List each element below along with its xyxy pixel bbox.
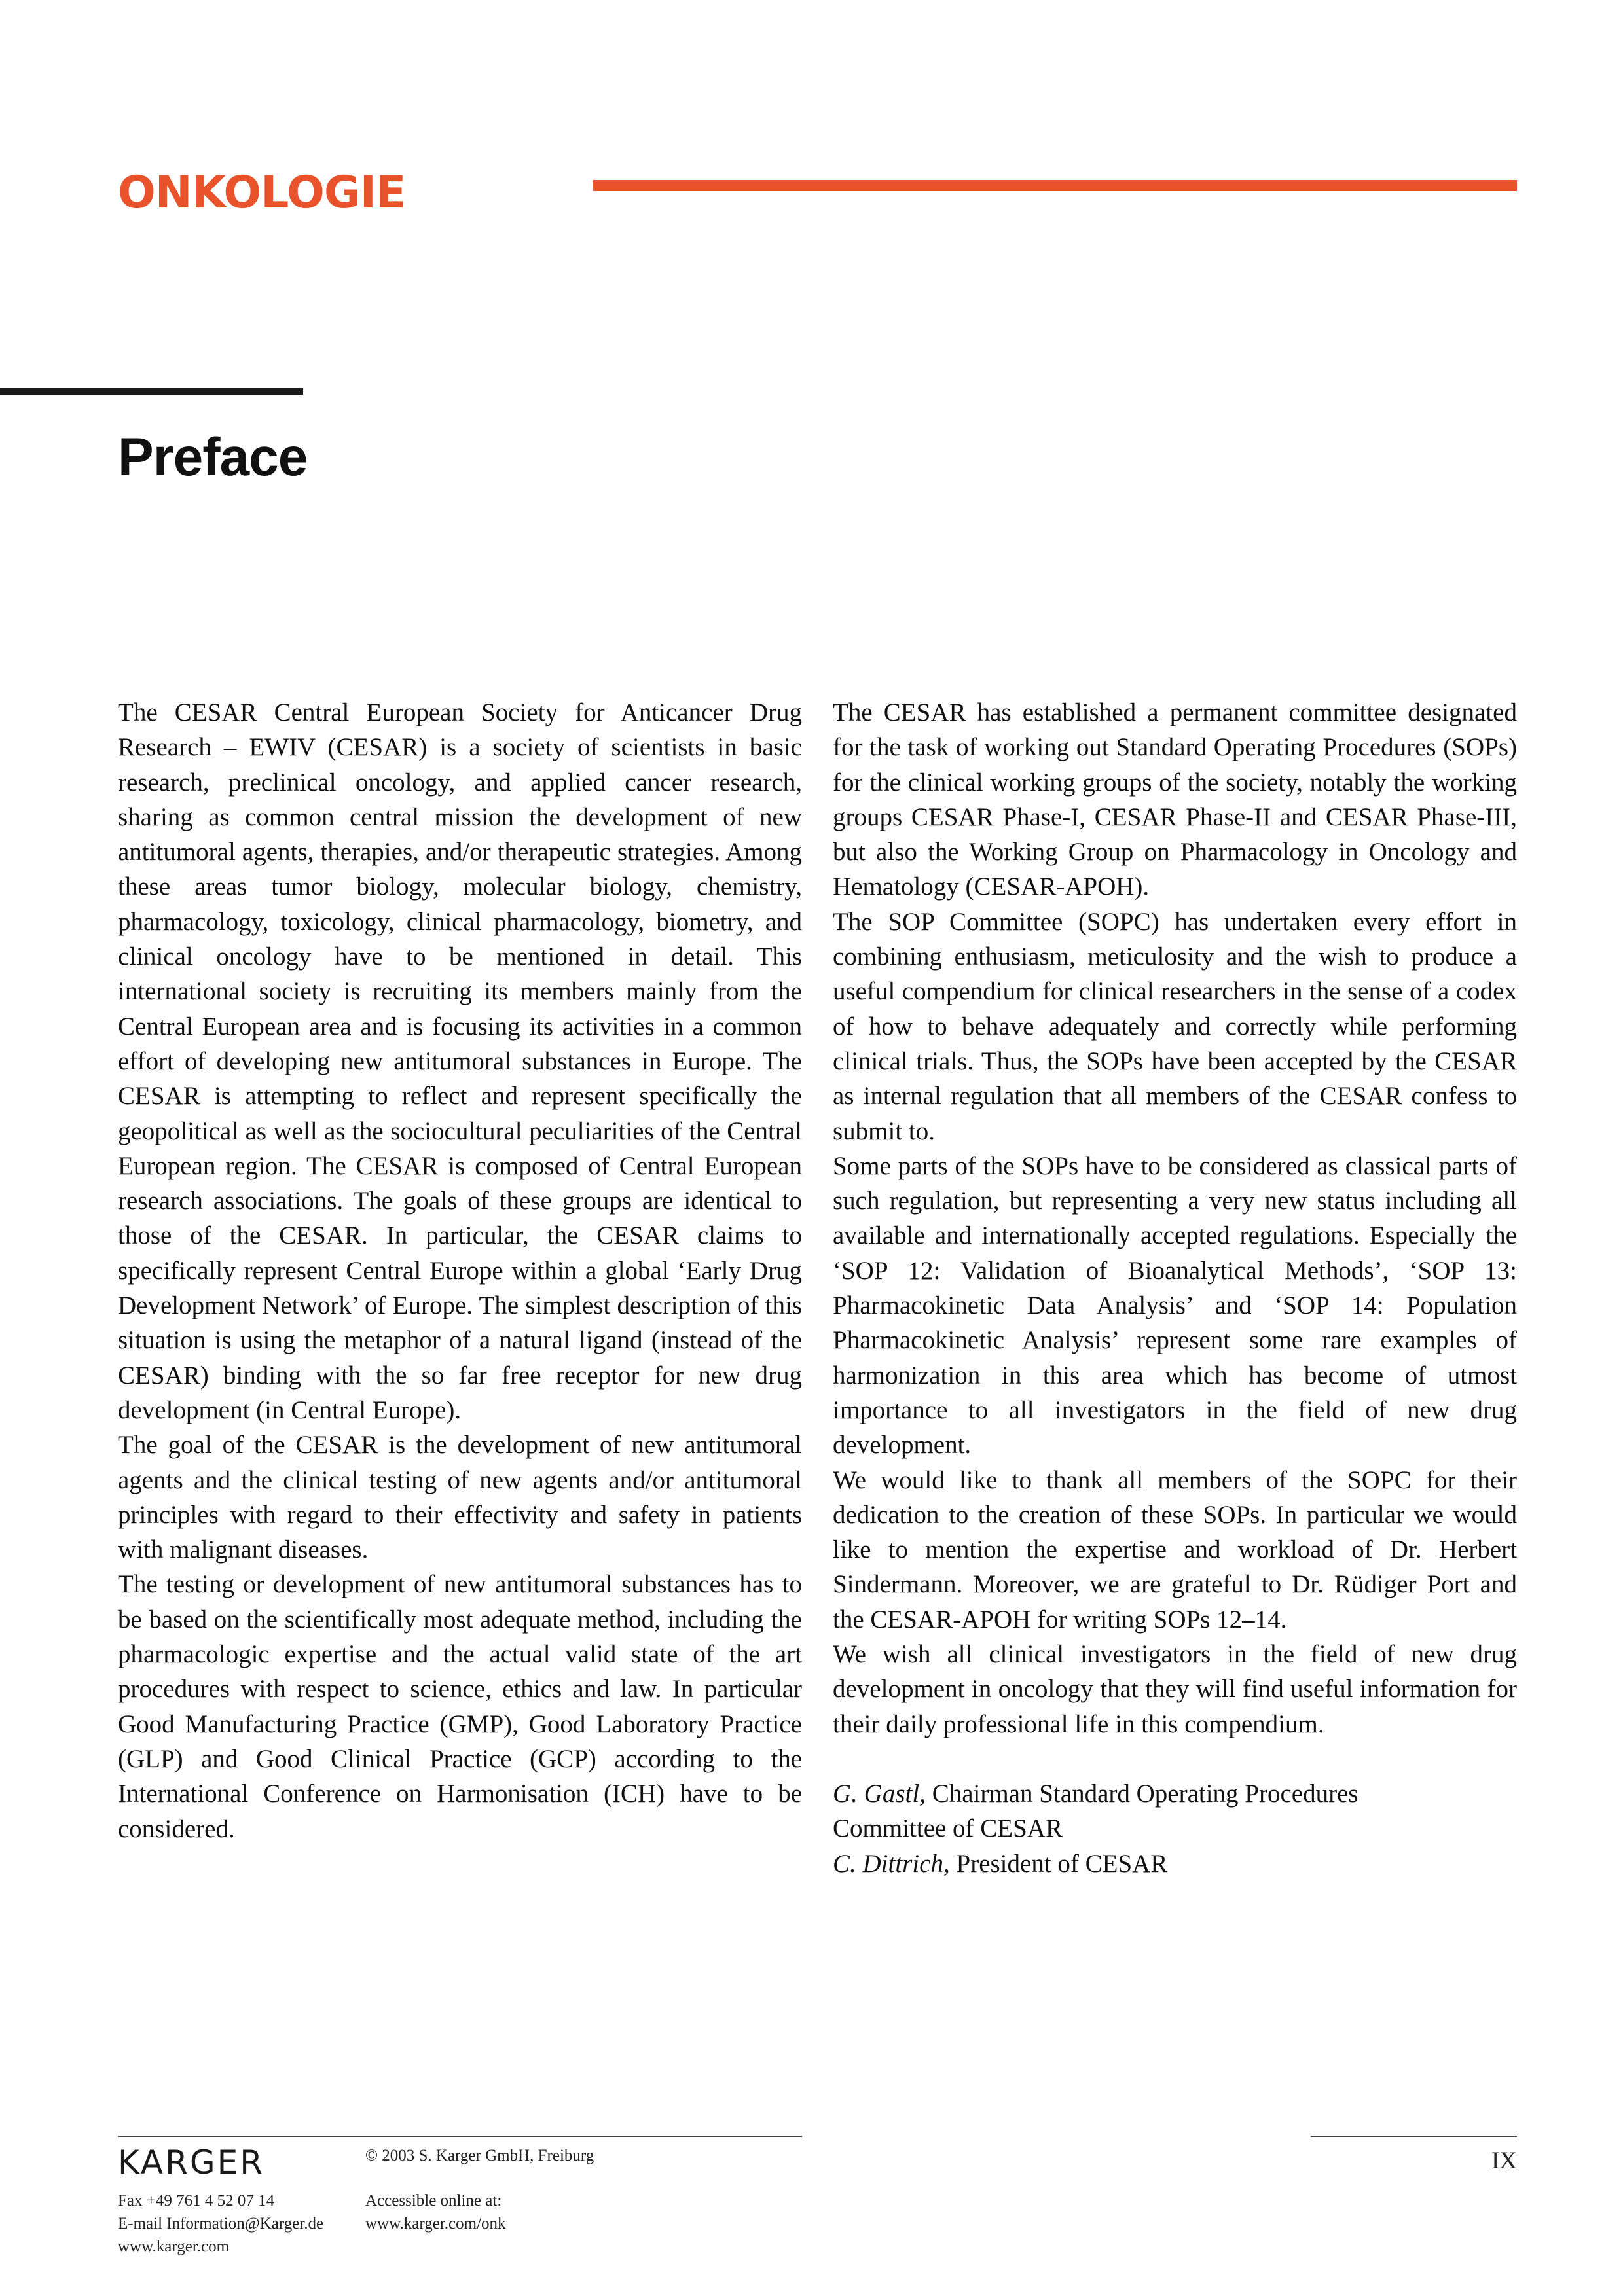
online-url-link[interactable]: www.karger.com/onk (365, 2215, 506, 2233)
website-link[interactable]: www.karger.com (118, 2238, 230, 2255)
signature-role: Chairman Standard Operating Procedures (925, 1779, 1359, 1808)
journal-name: ONKOLOGIE (118, 167, 406, 219)
copyright-notice: © 2003 S. Karger GmbH, Freiburg (365, 2147, 594, 2164)
right-column (833, 695, 1517, 1881)
signature-role: President of CESAR (949, 1849, 1168, 1878)
publisher-contact (118, 2189, 323, 2258)
paragraph: The goal of the CESAR is the development of new antitumoral agents and the clinical testing of new agents and/or antitumoral principles with regard to their effectivity and safety in patients with malignant diseases. (118, 1431, 802, 1564)
paragraph: The testing or development of new antitumoral substances has to be based on the scientifically most adequate method, including the pharmacologic expertise and the actual valid state of the art procedures with respect to science, ethics and law. In particular Good Manufacturing Practice (GMP), Good Laboratory Practice (GLP) and Good Clinical Practice (GCP) according to the International Conference on Harmonisation (ICH) have to be considered. (118, 1570, 802, 1843)
title-rule (0, 388, 303, 395)
header-accent-rule (593, 180, 1517, 191)
signature-line (833, 1811, 1517, 1846)
page-title: Preface (118, 427, 308, 487)
signatures (833, 1776, 1517, 1881)
page-number: IX (1491, 2147, 1517, 2174)
signature-role: Committee of CESAR (833, 1814, 1063, 1843)
signature-name: G. Gastl, (833, 1779, 926, 1808)
footer-rule (118, 2136, 802, 2137)
paragraph: The CESAR has established a permanent committee designated for the task of working out Standard Operating Procedures (SOPs) for the clinical working groups of the society, notably the working groups CESAR Phase-I, CESAR Phase-II and CESAR Phase-III, but also the Working Group on Pharmacology in Oncology and Hematology (CESAR-APOH). (833, 698, 1517, 901)
fax-number: Fax +49 761 4 52 07 14 (118, 2192, 275, 2210)
paragraph: We would like to thank all members of the SOPC for their dedication to the creation of these SOPs. In particular we would like to mention the expertise and workload of Dr. Herbert Sindermann. Moreover, we are grateful to Dr. Rüdiger Port and the CESAR-APOH for writing SOPs 12–14. (833, 1465, 1517, 1634)
signature-name: C. Dittrich, (833, 1849, 950, 1878)
paragraph: The CESAR Central European Society for Anticancer Drug Research – EWIV (CESAR) is a society of scientists in basic research, preclinical oncology, and applied cancer research, sharing as common central mission the development of new antitumoral agents, therapies, and/or therapeutic strategies. Among these areas tumor biology, molecular biology, chemistry, pharmacology, toxicology, clinical pharmacology, biometry, and clinical oncology have to be mentioned in detail. This international society is recruiting its members mainly from the Central European area and is focusing its activities in a common effort of developing new antitumoral substances in Europe. The CESAR is attempting to reflect and represent specifically the geopolitical as well as the sociocultural peculiarities of the Central European region. The CESAR is composed of Central European research associations. The goals of these groups are identical to those of the CESAR. In particular, the CESAR claims to specifically represent Central Europe within a global ‘Early Drug Development Network’ of Europe. The simplest description of this situation is using the metaphor of a natural ligand (instead of the CESAR) binding with the so far free receptor for new drug development (in Central Europe). (118, 698, 802, 1424)
email-address: E-mail Information@Karger.de (118, 2215, 324, 2233)
online-label: Accessible online at: (365, 2192, 502, 2210)
online-access (365, 2189, 506, 2235)
publisher-logo: KARGER (118, 2144, 264, 2181)
left-column (118, 695, 802, 1846)
paragraph: The SOP Committee (SOPC) has undertaken every effort in combining enthusiasm, meticulosity and the wish to produce a useful compendium for clinical researchers in the sense of a codex of how to behave adequately and correctly while performing clinical trials. Thus, the SOPs have been accepted by the CESAR as internal regulation that all members of the CESAR confess to submit to. (833, 907, 1517, 1145)
footer-rule (1311, 2136, 1517, 2137)
signature-line (833, 1776, 1517, 1811)
paragraph: We wish all clinical investigators in the field of new drug development in oncology that they will find useful information for their daily professional life in this compendium. (833, 1640, 1517, 1738)
signature-line (833, 1846, 1517, 1881)
paragraph: Some parts of the SOPs have to be considered as classical parts of such regulation, but representing a very new status including all available and internationally accepted regulations. Especially the ‘SOP 12: Validation of Bioanalytical Methods’, ‘SOP 13: Pharmacokinetic Data Analysis’ and ‘SOP 14: Population Pharmacokinetic Analysis’ represent some rare examples of harmonization in this area which has become of utmost importance to all investigators in the field of new drug development. (833, 1151, 1517, 1460)
